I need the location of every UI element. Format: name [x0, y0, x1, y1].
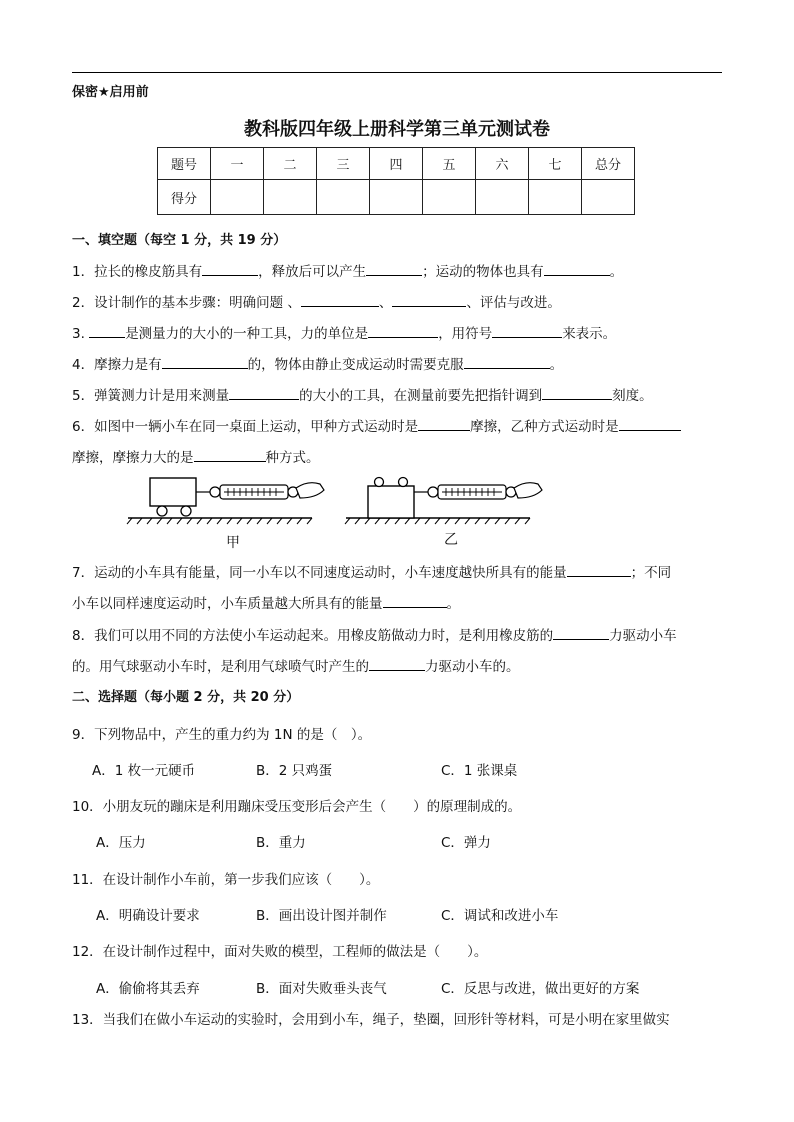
option-a[interactable]: A．1 枚一元硬币 — [92, 763, 196, 779]
answer-blank[interactable] — [368, 324, 438, 338]
answer-blank[interactable] — [229, 386, 299, 400]
score-table — [157, 147, 635, 215]
score-cell: 五 — [423, 148, 476, 180]
score-input-cell[interactable] — [211, 180, 264, 215]
answer-blank[interactable] — [544, 262, 610, 276]
q1-text: ；运动的物体也具有 — [422, 264, 544, 280]
question-10: 10．小朋友玩的蹦床是利用蹦床受压变形后会产生（ ）的原理制成的。 — [72, 799, 522, 815]
q7-text: 小车以同样速度运动时，小车质量越大所具有的能量 — [72, 596, 383, 612]
score-cell: 一 — [211, 148, 264, 180]
q2-text: 2．设计制作的基本步骤：明确问题 、 — [72, 295, 301, 311]
question-3 — [72, 322, 616, 342]
score-input-cell[interactable] — [582, 180, 635, 215]
q7-text: 。 — [446, 596, 460, 612]
question-8 — [72, 624, 677, 644]
question-2 — [72, 291, 561, 311]
answer-blank[interactable] — [366, 262, 422, 276]
cart-b-wheel — [399, 478, 408, 487]
figure-label-a: 甲 — [226, 535, 240, 551]
question-12: 12．在设计制作过程中，面对失败的模型，工程师的做法是（ ）。 — [72, 944, 488, 960]
confidential-label: 保密★启用前 — [72, 85, 149, 100]
option-c[interactable]: C．弹力 — [441, 835, 491, 851]
answer-blank[interactable] — [194, 448, 266, 462]
option-b[interactable]: B．面对失败垂头丧气 — [256, 981, 387, 997]
option-a[interactable]: A．明确设计要求 — [96, 908, 200, 924]
option-a[interactable]: A．压力 — [96, 835, 146, 851]
question-13: 13．当我们在做小车运动的实验时，会用到小车，绳子，垫圈，回形针等材料，可是小明在家里做实 — [72, 1012, 670, 1028]
q6-text: 6．如图中一辆小车在同一桌面上运动，甲种方式运动时是 — [72, 419, 419, 435]
answer-blank[interactable] — [567, 563, 631, 577]
q2-text: 、 — [378, 295, 393, 311]
cart-a-wheel — [181, 506, 191, 516]
score-table-score-row — [158, 180, 635, 215]
q3-text: 3. — [72, 326, 85, 342]
question-6-cont — [72, 446, 320, 466]
q3-text: ，用符号 — [438, 326, 493, 342]
q7-text: 7．运动的小车具有能量，同一小车以不同速度运动时，小车速度越快所具有的能量 — [72, 565, 567, 581]
score-cell: 四 — [370, 148, 423, 180]
cart-a-wheel — [157, 506, 167, 516]
answer-blank[interactable] — [464, 355, 550, 369]
score-cell: 七 — [529, 148, 582, 180]
answer-blank[interactable] — [89, 324, 125, 338]
cart-a — [150, 478, 196, 506]
section-heading-choice: 二、选择题（每小题 2 分，共 20 分） — [72, 690, 300, 705]
score-table-header-row — [158, 148, 635, 180]
q8-text: 力驱动小车的。 — [425, 659, 520, 675]
option-b[interactable]: B．重力 — [256, 835, 306, 851]
question-9: 9．下列物品中，产生的重力约为 1N 的是（ ）。 — [72, 727, 372, 743]
top-rule — [72, 72, 722, 73]
score-cell: 总分 — [582, 148, 635, 180]
score-input-cell[interactable] — [264, 180, 317, 215]
answer-blank[interactable] — [369, 657, 425, 671]
q7-text: ；不同 — [630, 565, 672, 581]
question-11: 11．在设计制作小车前，第一步我们应该（ ）。 — [72, 872, 380, 888]
question-6 — [72, 415, 681, 435]
q8-text: 的。用气球驱动小车时，是利用气球喷气时产生的 — [72, 659, 369, 675]
q4-text: 的，物体由静止变成运动时需要克服 — [247, 357, 464, 373]
q2-text: 、评估与改进。 — [466, 295, 561, 311]
answer-blank[interactable] — [162, 355, 248, 369]
hand-b — [514, 483, 542, 498]
q6-text: 种方式。 — [265, 450, 320, 466]
q8-text: 8．我们可以用不同的方法使小车运动起来。用橡皮筋做动力时，是利用橡皮筋的 — [72, 628, 554, 644]
answer-blank[interactable] — [383, 594, 447, 608]
answer-blank[interactable] — [492, 324, 562, 338]
hand-a — [296, 483, 324, 498]
option-c[interactable]: C．反思与改进，做出更好的方案 — [441, 981, 640, 997]
cart-b — [368, 486, 414, 518]
q4-text: 4．摩擦力是有 — [72, 357, 162, 373]
answer-blank[interactable] — [392, 293, 466, 307]
q3-text: 是测量力的大小的一种工具，力的单位是 — [125, 326, 369, 342]
option-a[interactable]: A．偷偷将其丢弃 — [96, 981, 200, 997]
q6-text: 摩擦，摩擦力大的是 — [72, 450, 194, 466]
answer-blank[interactable] — [301, 293, 379, 307]
q8-text: 力驱动小车 — [609, 628, 677, 644]
score-input-cell[interactable] — [476, 180, 529, 215]
score-cell: 六 — [476, 148, 529, 180]
question-8-cont — [72, 655, 520, 675]
q6-text: 摩擦，乙种方式运动时是 — [470, 419, 619, 435]
page-title: 教科版四年级上册科学第三单元测试卷 — [244, 119, 550, 140]
score-input-cell[interactable] — [370, 180, 423, 215]
question-5 — [72, 384, 653, 404]
q4-text: 。 — [549, 357, 564, 373]
answer-blank[interactable] — [553, 626, 609, 640]
question-7 — [72, 561, 671, 581]
score-cell: 二 — [264, 148, 317, 180]
q1-text: 。 — [609, 264, 624, 280]
answer-blank[interactable] — [418, 417, 470, 431]
figure-label-b: 乙 — [444, 532, 458, 548]
q1-text: 1．拉长的橡皮筋具有 — [72, 264, 203, 280]
option-b[interactable]: B．2 只鸡蛋 — [256, 763, 333, 779]
option-b[interactable]: B．画出设计图并制作 — [256, 908, 387, 924]
score-cell: 三 — [317, 148, 370, 180]
score-cell: 题号 — [158, 148, 211, 180]
option-c[interactable]: C．调试和改进小车 — [441, 908, 559, 924]
cart-b-wheel — [375, 478, 384, 487]
ground-hatch-a — [127, 518, 312, 524]
score-input-cell[interactable] — [529, 180, 582, 215]
score-input-cell[interactable] — [317, 180, 370, 215]
answer-blank[interactable] — [619, 417, 681, 431]
score-row-label: 得分 — [158, 180, 211, 215]
answer-blank[interactable] — [202, 262, 258, 276]
score-input-cell[interactable] — [423, 180, 476, 215]
q3-text: 来表示。 — [562, 326, 617, 342]
q5-text: 刻度。 — [612, 388, 653, 404]
question-7-cont — [72, 592, 460, 612]
q1-text: ，释放后可以产生 — [258, 264, 367, 280]
ground-hatch-b — [345, 518, 530, 524]
section-heading-fill: 一、填空题（每空 1 分，共 19 分） — [72, 233, 287, 248]
question-4 — [72, 353, 563, 373]
question-1 — [72, 260, 623, 280]
q5-text: 5．弹簧测力计是用来测量 — [72, 388, 230, 404]
q5-text: 的大小的工具，在测量前要先把指针调到 — [299, 388, 543, 404]
answer-blank[interactable] — [542, 386, 612, 400]
cart-friction-figure — [120, 470, 560, 530]
option-c[interactable]: C．1 张课桌 — [441, 763, 518, 779]
